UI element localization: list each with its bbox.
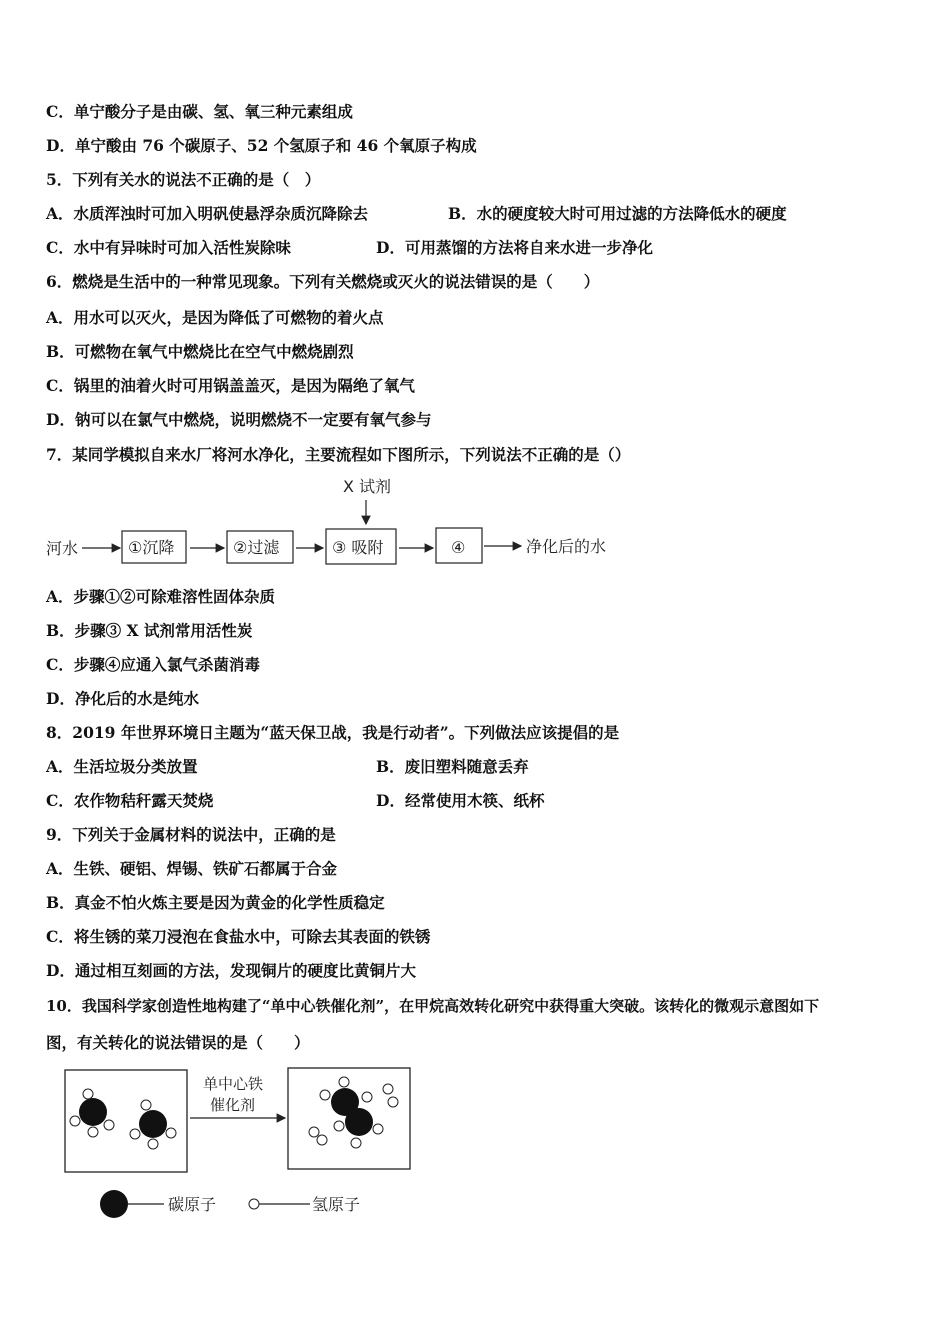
step4-label: ④	[451, 538, 466, 557]
methane-conversion-diagram	[60, 1064, 420, 1224]
q7-stem: 7．某同学模拟自来水厂将河水净化，主要流程如下图所示，下列说法不正确的是（）	[46, 445, 631, 464]
hydrogen-atom	[383, 1084, 393, 1094]
hydrogen-atom	[166, 1128, 176, 1138]
hydrogen-atom	[320, 1090, 330, 1100]
q8-option-a: A．生活垃圾分类放置	[46, 757, 198, 776]
q8-option-d: D．经常使用木筷、纸杯	[376, 791, 545, 810]
hydrogen-atom	[148, 1139, 158, 1149]
q10-stem-line1: 10．我国科学家创造性地构建了“单中心铁催化剂”，在甲烷高效转化研究中获得重大突破。该转化的微观示意图如下	[46, 997, 820, 1015]
legend-carbon-label: 碳原子	[168, 1195, 217, 1214]
q5-stem: 5．下列有关水的说法不正确的是（ ）	[46, 170, 321, 189]
catalyst-label-1: 单中心铁	[203, 1075, 264, 1093]
water-purification-flowchart	[40, 472, 640, 572]
legend-hydrogen-symbol	[249, 1199, 259, 1209]
hydrogen-atom	[83, 1089, 93, 1099]
catalyst-label-2: 催化剂	[210, 1096, 256, 1114]
flow-end: 净化后的水	[526, 537, 607, 556]
hydrogen-atom	[351, 1138, 361, 1148]
q7-option-d: D．净化后的水是纯水	[46, 689, 199, 708]
hydrogen-atom	[70, 1116, 80, 1126]
hydrogen-atom	[334, 1121, 344, 1131]
q9-option-a: A．生铁、硬铝、焊锡、铁矿石都属于合金	[46, 859, 338, 878]
q6-option-a: A．用水可以灭火，是因为降低了可燃物的着火点	[46, 308, 384, 327]
q7-option-b: B．步骤③ X 试剂常用活性炭	[46, 621, 253, 640]
q9-stem: 9．下列关于金属材料的说法中，正确的是	[46, 825, 336, 844]
hydrogen-atom	[339, 1077, 349, 1087]
q6-stem: 6．燃烧是生活中的一种常见现象。下列有关燃烧或灭火的说法错误的是（ ）	[46, 272, 600, 291]
carbon-atom	[139, 1110, 167, 1138]
legend-carbon-symbol	[100, 1190, 128, 1218]
q4-option-d: D．单宁酸由 76 个碳原子、52 个氢原子和 46 个氧原子构成	[46, 136, 477, 155]
q10-stem-line2: 图，有关转化的说法错误的是（ ）	[46, 1033, 310, 1052]
hydrogen-atom	[104, 1120, 114, 1130]
q6-option-d: D．钠可以在氯气中燃烧，说明燃烧不一定要有氧气参与	[46, 410, 432, 429]
hydrogen-atom	[141, 1100, 151, 1110]
q5-option-b: B．水的硬度较大时可用过滤的方法降低水的硬度	[448, 204, 787, 223]
q9-option-d: D．通过相互刻画的方法，发现铜片的硬度比黄铜片大	[46, 961, 416, 980]
hydrogen-atom	[373, 1124, 383, 1134]
hydrogen-atom	[130, 1129, 140, 1139]
legend-hydrogen-label: 氢原子	[312, 1195, 361, 1214]
flow-start: 河水	[46, 539, 79, 558]
q8-option-c: C．农作物秸秆露天焚烧	[46, 791, 214, 810]
q5-option-a: A．水质浑浊时可加入明矾使悬浮杂质沉降除去	[46, 204, 369, 223]
reagent-label: X 试剂	[343, 477, 392, 496]
carbon-atom	[79, 1098, 107, 1126]
q5-option-d: D．可用蒸馏的方法将自来水进一步净化	[376, 238, 653, 257]
q4-option-c: C．单宁酸分子是由碳、氢、氧三种元素组成	[46, 102, 353, 121]
hydrogen-atom	[362, 1092, 372, 1102]
q6-option-c: C．锅里的油着火时可用锅盖盖灭，是因为隔绝了氧气	[46, 376, 415, 395]
q6-option-b: B．可燃物在氧气中燃烧比在空气中燃烧剧烈	[46, 342, 354, 361]
carbon-atom	[345, 1108, 373, 1136]
hydrogen-atom	[88, 1127, 98, 1137]
q5-option-c: C．水中有异味时可加入活性炭除味	[46, 238, 291, 257]
q9-option-c: C．将生锈的菜刀浸泡在食盐水中，可除去其表面的铁锈	[46, 927, 431, 946]
q7-option-a: A．步骤①②可除难溶性固体杂质	[46, 587, 276, 606]
step2-label: ②过滤	[233, 538, 280, 557]
q9-option-b: B．真金不怕火炼主要是因为黄金的化学性质稳定	[46, 893, 385, 912]
q8-stem: 8．2019 年世界环境日主题为“蓝天保卫战，我是行动者”。下列做法应该提倡的是	[46, 723, 620, 742]
hydrogen-atom	[317, 1135, 327, 1145]
hydrogen-atom	[388, 1097, 398, 1107]
q8-option-b: B．废旧塑料随意丢弃	[376, 757, 529, 776]
step1-label: ①沉降	[128, 538, 175, 557]
hydrogen-atom	[309, 1127, 319, 1137]
step3-label: ③ 吸附	[332, 538, 384, 557]
q7-option-c: C．步骤④应通入氯气杀菌消毒	[46, 655, 260, 674]
